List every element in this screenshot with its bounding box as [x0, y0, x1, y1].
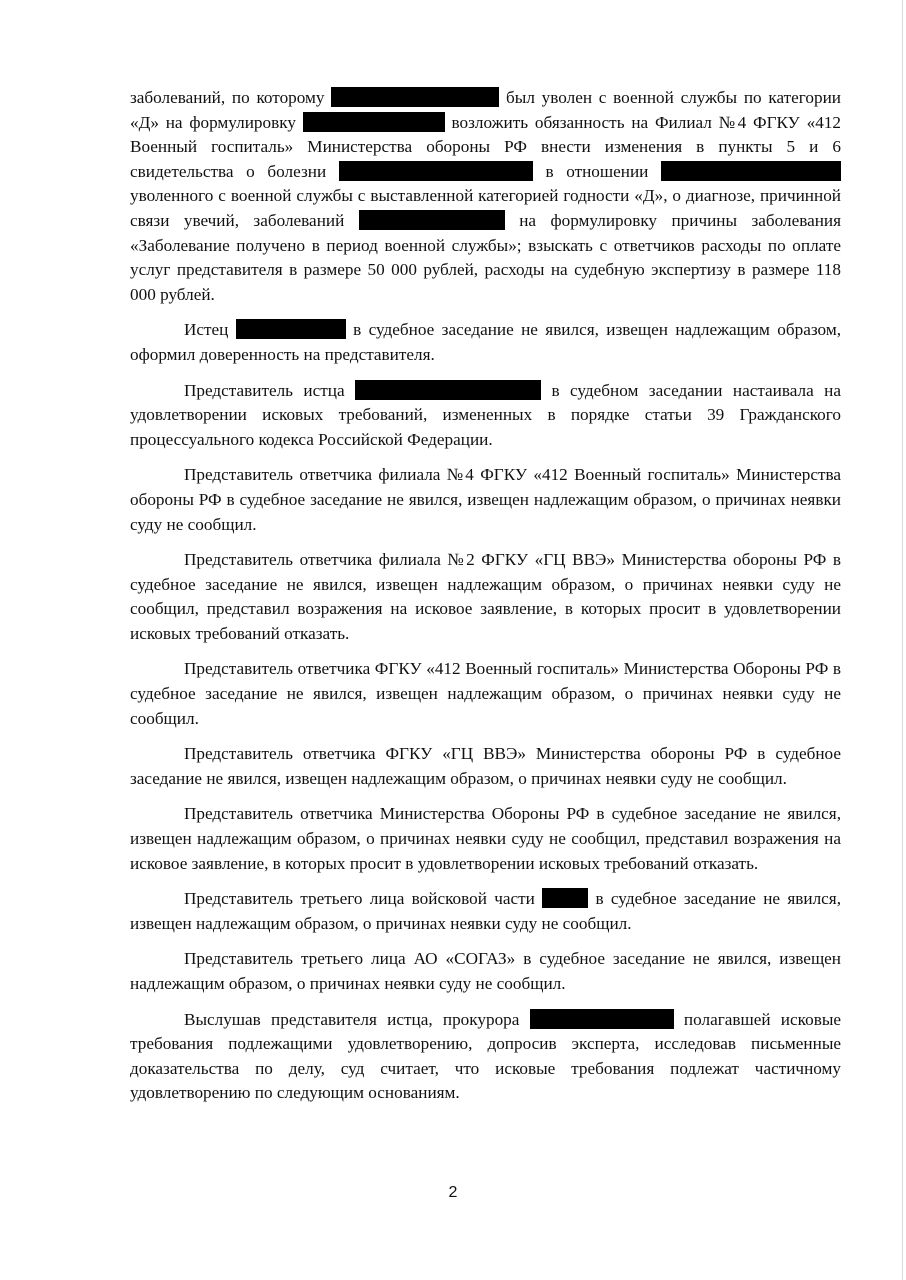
paragraph-text: в судебное заседание не явился, извещен надлежащим образом, оформил доверенность на представителя.: [130, 320, 841, 364]
paragraph-third-party-unit: [130, 887, 841, 936]
redaction-block: [339, 161, 533, 181]
paragraph-text: на формулировку причины заболевания «Заболевание получено в период военной службы»; взыскать с ответчиков расходы по оплате услуг представителя в размере 50 000 рублей, расходы на судебную экспертизу в размере 118 000 рублей.: [130, 210, 842, 304]
paragraph-defendant-ministry: Представитель ответчика Министерства Обороны РФ в судебное заседание не явился, извещен надлежащим образом, о причинах неявки суду не сообщил, представил возражения на исковое заявление, в которых просит в удовлетворении исковых требований отказать.: [130, 804, 841, 873]
paragraph-text: возложить обязанность на Филиал №4 ФГКУ «412 Военный госпиталь» Министерства обороны РФ внести изменения в пункты 5 и 6 свидетельства о болезни: [130, 112, 842, 181]
paragraph-text: в отношении: [545, 161, 649, 181]
paragraph-defendant-branch4: Представитель ответчика филиала №4 ФГКУ «412 Военный госпиталь» Министерства обороны РФ в судебное заседание не явился, извещен надлежащим образом, о причинах неявки суду не сообщил.: [130, 465, 841, 534]
paragraph-text: полагавшей исковые требования подлежащими удовлетворению, допросив эксперта, исследовав письменные доказательства по делу, суд считает, что исковые требования подлежат частичному удовлетворению по следующим основаниям.: [130, 1009, 841, 1103]
paragraph-text: в судебное заседание не явился, извещен надлежащим образом, о причинах неявки суду не сообщил.: [130, 889, 841, 933]
paragraph-text: был уволен с военной службы по категории «Д» на формулировку: [130, 88, 842, 132]
paragraph-text: в судебном заседании настаивала на удовлетворении исковых требований, измененных в порядке статьи 39 Гражданского процессуального кодекса Российской Федерации.: [130, 380, 841, 449]
paragraph-text: Представитель третьего лица войсковой части: [184, 889, 535, 909]
paragraph-defendant-gcvve: Представитель ответчика ФГКУ «ГЦ ВВЭ» Министерства обороны РФ в судебное заседание не явился, извещен надлежащим образом, о причинах неявки суду не сообщил.: [130, 744, 841, 788]
paragraph-text: заболеваний, по которому: [130, 88, 325, 107]
paragraph-text: Истец: [184, 320, 229, 340]
paragraph-plaintiff: [130, 318, 841, 367]
paragraph-text: Выслушав представителя истца, прокурора: [184, 1009, 520, 1029]
redaction-block: [303, 112, 445, 132]
redaction-block: [542, 888, 588, 908]
paragraph-conclusion: [130, 1008, 841, 1106]
paragraph-defendant-branch2: Представитель ответчика филиала №2 ФГКУ «ГЦ ВВЭ» Министерства обороны РФ в судебное заседание не явился, извещен надлежащим образом, о причинах неявки суду не сообщил, представил возражения на исковое заявление, в которых просит в удовлетворении исковых требований отказать.: [130, 550, 841, 643]
redaction-block: [331, 87, 499, 107]
page-edge: [902, 0, 903, 1280]
paragraph-text: уволенного с военной службы с выставленной категорией годности «Д», о диагнозе, причинной связи увечий, заболеваний: [130, 186, 841, 230]
paragraph-claims: [130, 86, 841, 307]
document-body: [130, 86, 841, 1117]
paragraph-text: Представитель истца: [184, 380, 345, 400]
paragraph-third-party-sogaz: Представитель третьего лица АО «СОГАЗ» в судебное заседание не явился, извещен надлежащим образом, о причинах неявки суду не сообщил.: [130, 949, 841, 993]
redaction-block: [359, 210, 505, 230]
paragraph-defendant-hospital: Представитель ответчика ФГКУ «412 Военный госпиталь» Министерства Обороны РФ в судебное заседание не явился, извещен надлежащим образом, о причинах неявки суду не сообщил.: [130, 659, 841, 728]
paragraph-plaintiff-representative: [130, 379, 841, 453]
redaction-block: [661, 161, 841, 181]
redaction-block: [530, 1009, 674, 1029]
page-number: 2: [448, 1184, 458, 1201]
redaction-block: [355, 380, 541, 400]
redaction-block: [236, 319, 346, 339]
